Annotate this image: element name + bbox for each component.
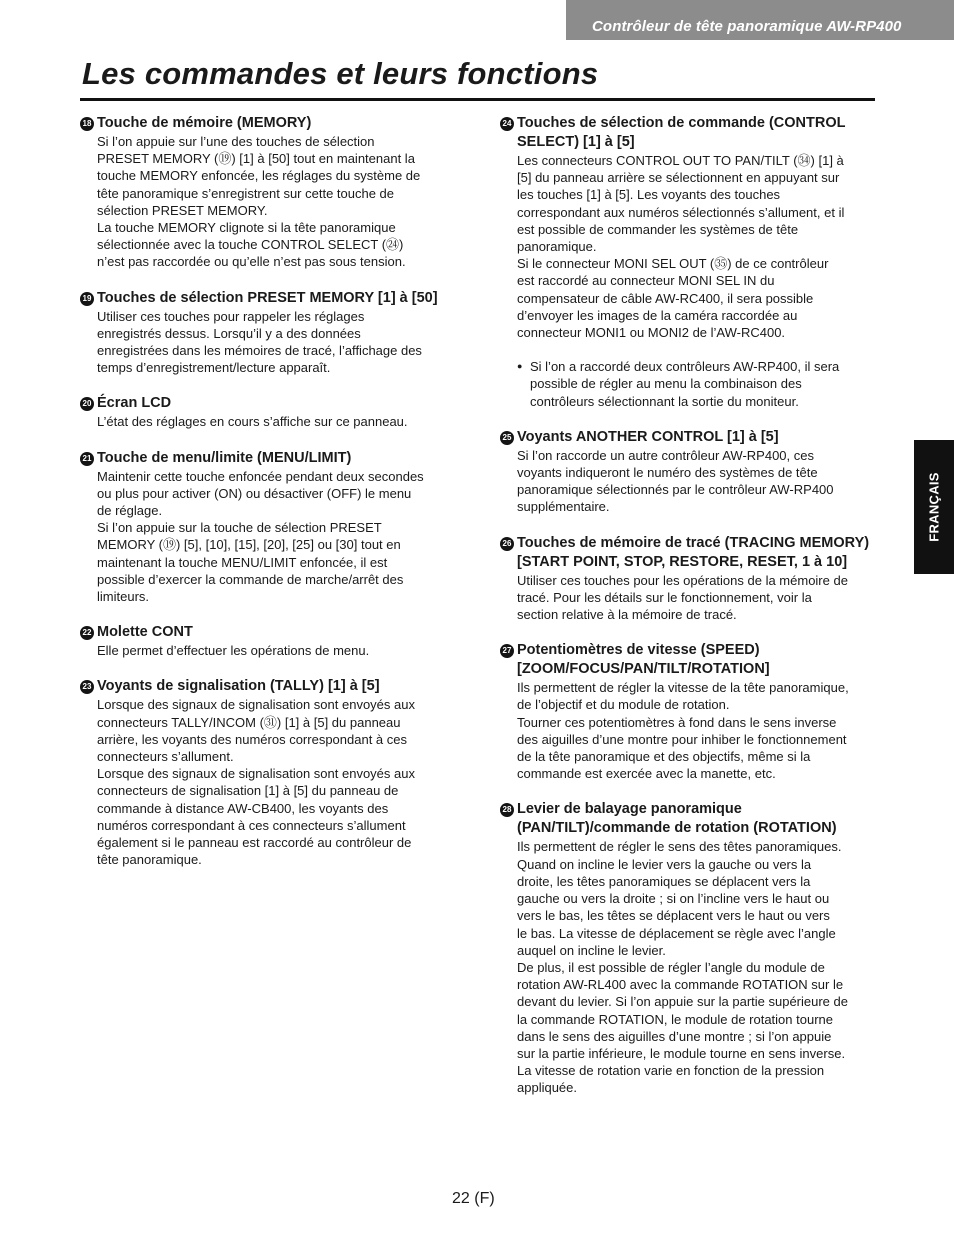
description-line: Quand on incline le levier vers la gauche ou vers la xyxy=(517,856,812,872)
function-item-18 xyxy=(80,114,456,271)
description-line: ou plus pour activer (ON) ou désactiver (OFF) le menu xyxy=(97,485,412,501)
description-line: sur la partie inférieure, le module tourne en sens inverse. xyxy=(517,1045,846,1061)
description-line: section relative à la mémoire de tracé. xyxy=(517,607,737,623)
description-line: L’état des réglages en cours s’affiche sur ce panneau. xyxy=(97,414,408,430)
description-line: Utiliser ces touches pour les opérations de la mémoire de xyxy=(517,572,848,588)
description-line: des aiguilles d’une montre pour inhiber le fonctionnement xyxy=(517,731,847,747)
description-line: est raccordé au connecteur MONI SEL IN du xyxy=(517,273,775,289)
description-line: connecteurs TALLY/INCOM (㉛) [1] à [5] du panneau xyxy=(97,714,401,730)
item-heading xyxy=(80,394,456,413)
description-line: Si le connecteur MONI SEL OUT (㉟) de ce contrôleur xyxy=(517,256,829,272)
header-bar xyxy=(566,0,954,40)
description-line: devant du levier. Si l’on appuie sur la partie supérieure de xyxy=(517,994,848,1010)
item-description xyxy=(517,152,878,410)
description-line: la commande ROTATION, le module de rotation tourne xyxy=(517,1011,833,1027)
description-line: connecteurs de signalisation [1] à [5] du panneau de xyxy=(97,783,399,799)
item-title: Touches de sélection de commande (CONTROL SELECT) [1] à [5] xyxy=(517,115,846,150)
description-line: commande à distance AW-CB400, les voyants des xyxy=(97,800,389,816)
page-title: Les commandes et leurs fonctions xyxy=(82,56,599,91)
item-title: Touches de mémoire de tracé (TRACING MEMORY) [START POINT, STOP, RESTORE, RESET, 1 à 10] xyxy=(517,534,870,570)
item-description xyxy=(517,447,878,516)
function-item-27 xyxy=(500,641,878,782)
description-line: [5] du panneau arrière se sélectionnent en appuyant sur xyxy=(517,170,840,186)
item-description xyxy=(97,133,456,271)
item-heading xyxy=(80,677,456,696)
description-line: Maintenir cette touche enfoncée pendant deux secondes xyxy=(97,468,424,484)
product-title: Contrôleur de tête panoramique AW-RP400 xyxy=(592,18,902,35)
description-line: commande est exercée avec la manette, etc. xyxy=(517,766,776,782)
function-item-20 xyxy=(80,394,456,430)
item-description xyxy=(97,696,456,868)
description-line: Tourner ces potentiomètres à fond dans le sens inverse xyxy=(517,714,837,730)
item-number-badge: 21 xyxy=(80,452,94,466)
description-line: Si l’on appuie sur l’une des touches de sélection xyxy=(97,134,375,149)
function-item-25 xyxy=(500,428,878,516)
item-heading xyxy=(500,428,878,447)
item-heading xyxy=(80,114,456,133)
function-item-19 xyxy=(80,289,456,377)
function-item-23 xyxy=(80,677,456,868)
item-title: Molette CONT xyxy=(97,624,193,641)
description-line: gauche ou vers la droite ; si on l’incline vers le haut ou xyxy=(517,891,830,907)
item-number-badge: 22 xyxy=(80,626,94,640)
item-number-badge: 23 xyxy=(80,680,94,694)
item-description xyxy=(517,572,878,624)
description-line: le bas. La vitesse de déplacement se règle avec l’angle xyxy=(517,925,836,941)
description-line: Lorsque des signaux de signalisation sont envoyés aux xyxy=(97,697,415,713)
description-line: Les connecteurs CONTROL OUT TO PAN/TILT (㉞) [1] à xyxy=(517,153,844,168)
title-rule xyxy=(80,98,875,101)
item-number-badge: 25 xyxy=(500,431,514,445)
item-heading xyxy=(500,534,878,572)
description-line: supplémentaire. xyxy=(517,499,610,515)
description-line: MEMORY (⑲) [5], [10], [15], [20], [25] ou [30] tout en xyxy=(97,537,401,553)
function-item-21 xyxy=(80,449,456,606)
item-title: Touche de mémoire (MEMORY) xyxy=(97,115,312,131)
description-line: rotation AW-RL400 avec la commande ROTATION sur le xyxy=(517,977,844,993)
item-heading xyxy=(80,289,456,308)
description-line: Elle permet d’effectuer les opérations de menu. xyxy=(97,643,370,659)
description-line: touche MEMORY enfoncée, les réglages du système de xyxy=(97,168,421,184)
description-line: maintenant la touche MENU/LIMIT enfoncée, il est xyxy=(97,554,388,570)
item-title: Écran LCD xyxy=(97,395,172,412)
description-line: vers le bas, les têtes se déplacent vers le haut ou vers xyxy=(517,908,830,924)
description-line: tête panoramique s’enregistrent sur cette touche de xyxy=(97,185,395,201)
function-item-26 xyxy=(500,534,878,624)
description-line: tête panoramique. xyxy=(97,852,202,868)
description-line: auquel on incline le levier. xyxy=(517,942,666,958)
description-line: de la tête panoramique et des objectifs, même si la xyxy=(517,749,811,765)
item-heading xyxy=(500,114,878,152)
right-column xyxy=(500,114,878,1115)
description-line: de réglage. xyxy=(97,503,163,519)
description-line: sélectionnée avec la touche CONTROL SELECT (㉔) xyxy=(97,237,404,253)
bullet-icon: ● xyxy=(517,361,523,372)
item-heading xyxy=(500,641,878,679)
description-line: sélection PRESET MEMORY. xyxy=(97,202,268,218)
bullet-line: Si l’on a raccordé deux contrôleurs AW-RP400, il sera xyxy=(530,359,840,375)
description-line: est possible de commander les systèmes de tête xyxy=(517,221,799,237)
description-line: panoramique. xyxy=(517,239,597,255)
description-line: PRESET MEMORY (⑲) [1] à [50] tout en maintenant la xyxy=(97,151,415,167)
description-line: numéros correspondant à ces connecteurs s’allument xyxy=(97,817,406,833)
item-title: Potentiomètres de vitesse (SPEED) [ZOOM/FOCUS/PAN/TILT/ROTATION] xyxy=(517,642,770,678)
description-line: tracé. Pour les détails sur le fonctionnement, voir la xyxy=(517,589,812,605)
description-line: compensateur de câble AW-RC400, il sera possible xyxy=(517,290,814,306)
item-heading xyxy=(500,800,878,838)
description-line: Utiliser ces touches pour rappeler les réglages xyxy=(97,308,365,324)
item-title: Voyants ANOTHER CONTROL [1] à [5] xyxy=(517,428,779,445)
function-item-24 xyxy=(500,114,878,410)
item-description xyxy=(97,642,456,659)
item-description xyxy=(97,308,456,377)
item-title: Levier de balayage panoramique (PAN/TILT)/commande de rotation (ROTATION) xyxy=(517,801,837,837)
description-line: enregistrés dessus. Lorsqu’il y a des données xyxy=(97,325,361,341)
description-line: d’envoyer les images de la caméra raccordée au xyxy=(517,307,798,323)
item-description xyxy=(97,468,456,606)
item-description xyxy=(97,413,456,430)
bullet-note xyxy=(517,358,878,410)
description-line: connecteurs s’allument. xyxy=(97,749,234,765)
description-line: connecteur MONI1 ou MONI2 de l’AW-RC400. xyxy=(517,325,786,341)
item-description xyxy=(517,679,878,782)
spacer xyxy=(517,341,878,358)
item-description xyxy=(517,838,878,1096)
description-line: Si l’on raccorde un autre contrôleur AW-RP400, ces xyxy=(517,447,814,463)
description-line: possible d’exercer la commande de marche/arrêt des xyxy=(97,571,404,587)
description-line: de l’objectif et du module de rotation. xyxy=(517,697,730,713)
item-title: Touche de menu/limite (MENU/LIMIT) xyxy=(97,449,352,466)
description-line: droite, les têtes panoramiques se déplacent vers la xyxy=(517,873,811,889)
description-line: Ils permettent de régler la vitesse de la tête panoramique, xyxy=(517,680,849,696)
description-line: également si le panneau est raccordé au contrôleur de xyxy=(97,835,412,851)
description-line: enregistrées dans les mémoires de tracé, l’affichage des xyxy=(97,343,422,359)
function-item-22 xyxy=(80,623,456,659)
item-number-badge: 19 xyxy=(80,292,94,306)
description-line: limiteurs. xyxy=(97,589,150,605)
description-line: Ils permettent de régler le sens des têtes panoramiques. xyxy=(517,839,842,855)
description-line: La touche MEMORY clignote si la tête panoramique xyxy=(97,220,396,236)
function-item-28 xyxy=(500,800,878,1096)
description-line: dans le sens des aiguilles d’une montre ; si l’on appuie xyxy=(517,1028,832,1044)
item-number-badge: 27 xyxy=(500,644,514,658)
language-tab-label: FRANÇAIS xyxy=(926,472,942,542)
item-heading xyxy=(80,623,456,642)
description-line: n’est pas raccordée ou qu’elle n’est pas sous tension. xyxy=(97,254,406,270)
description-line: La vitesse de rotation varie en fonction de la pression xyxy=(517,1063,825,1079)
description-line: les touches [1] à [5]. Les voyants des touches xyxy=(517,187,781,203)
item-number-badge: 20 xyxy=(80,397,94,411)
item-number-badge: 26 xyxy=(500,537,514,551)
item-number-badge: 28 xyxy=(500,803,514,817)
item-number-badge: 24 xyxy=(500,117,514,131)
bullet-text xyxy=(530,358,839,410)
description-line: voyants indiqueront le numéro des systèmes de tête xyxy=(517,465,818,481)
left-column xyxy=(80,114,456,887)
bullet-line: contrôleurs sélectionnant la sortie du moniteur. xyxy=(530,393,799,409)
item-title: Touches de sélection PRESET MEMORY [1] à [50] xyxy=(97,289,438,306)
description-line: De plus, il est possible de régler l’angle du module de xyxy=(517,959,825,975)
bullet-line: possible de régler au menu la combinaison des xyxy=(530,376,802,392)
item-number-badge: 18 xyxy=(80,117,94,131)
item-heading xyxy=(80,449,456,468)
description-line: temps d’enregistrement/lecture apparaît. xyxy=(97,360,331,376)
description-line: panoramique sélectionnés par le contrôleur AW-RP400 xyxy=(517,482,834,498)
description-line: Si l’on appuie sur la touche de sélection PRESET xyxy=(97,520,382,536)
page-number: 22 (F) xyxy=(452,1190,495,1207)
description-line: correspondant aux numéros sélectionnés s’allument, et il xyxy=(517,204,845,220)
description-line: arrière, les voyants des numéros correspondant à ces xyxy=(97,731,407,747)
description-line: appliquée. xyxy=(517,1080,577,1096)
description-line: Lorsque des signaux de signalisation sont envoyés aux xyxy=(97,766,415,782)
item-title: Voyants de signalisation (TALLY) [1] à [5] xyxy=(97,678,380,695)
language-tab xyxy=(914,440,954,574)
